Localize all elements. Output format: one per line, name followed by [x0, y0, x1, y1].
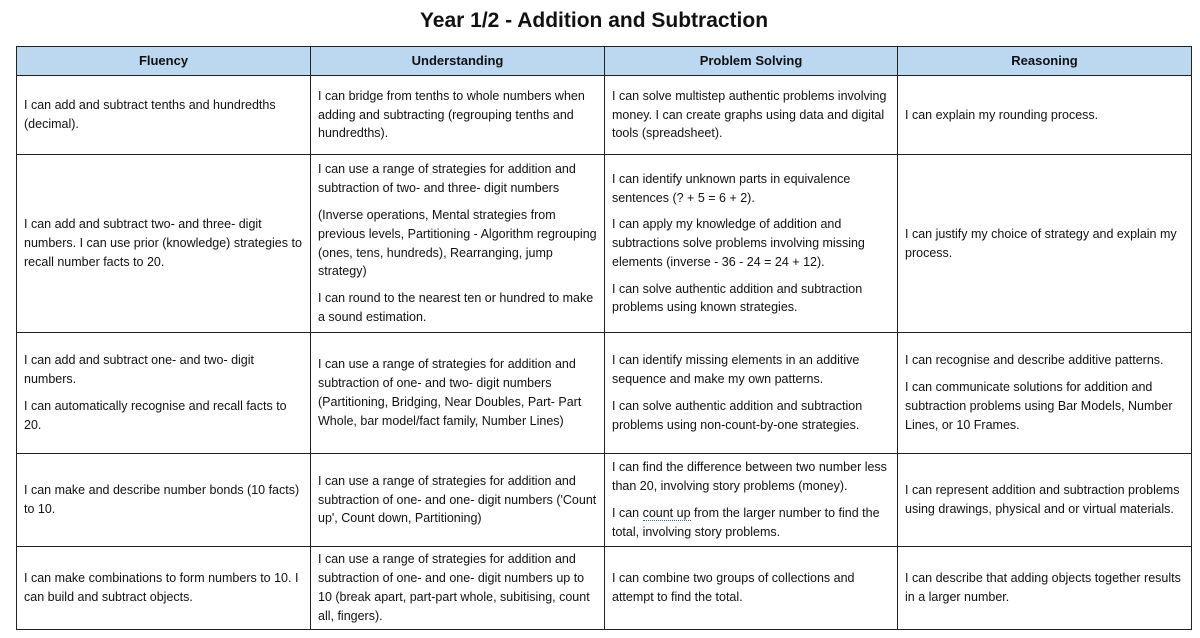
cell-text: I can identify unknown parts in equivalence sentences (? + 5 = 6 + 2). — [612, 171, 851, 205]
cell-text: I can communicate solutions for addition and subtraction problems using Bar Models, Number Lines, or 10 Frames. — [905, 380, 1173, 432]
header-row — [17, 47, 1192, 76]
reasoning-cell — [898, 76, 1192, 155]
cell-text: I can recognise and describe additive patterns. — [905, 353, 1164, 368]
cell-text: I can apply my knowledge of addition and subtractions solve problems involving missing elements (inverse - 36 - 24 = 24 + 12). — [612, 217, 865, 269]
reasoning-cell — [898, 155, 1192, 333]
understanding-cell — [311, 155, 605, 333]
cell-text: I can add and subtract one- and two- digit numbers. — [24, 353, 255, 387]
reasoning-cell — [898, 454, 1192, 547]
cell-text: I can bridge from tenths to whole numbers when adding and subtracting (regrouping tenths and hundredths). — [318, 88, 585, 141]
cell-text: I can justify my choice of strategy and explain my process. — [905, 226, 1177, 260]
header-fluency: Fluency — [17, 47, 311, 76]
page-title: Year 1/2 - Addition and Subtraction — [419, 9, 769, 32]
cell-text: I can round to the nearest ten or hundred to make a sound estimation. — [318, 291, 594, 324]
fluency-cell — [17, 333, 311, 454]
reasoning-cell — [898, 547, 1192, 630]
fluency-cell — [17, 547, 311, 630]
cell-text: I can use a range of strategies for addition and subtraction of two- and three- digit numbers — [318, 162, 576, 196]
understanding-cell — [311, 454, 605, 547]
reasoning-cell — [898, 333, 1192, 454]
understanding-cell — [311, 333, 605, 454]
cell-text: I can make combinations to form numbers to 10. I can build and subtract objects. — [24, 571, 299, 604]
cell-text: I can make and describe number bonds (10 facts) to 10. — [24, 483, 300, 516]
cell-text: I can explain my rounding process. — [905, 107, 1099, 122]
problem-solving-cell — [605, 454, 898, 547]
cell-text: I can use a range of strategies for addition and subtraction of one- and two- digit numbers (Partitioning, Bridging, Near Doubles, Part- Part Whole, bar model/fact family, Number Lines) — [318, 357, 582, 428]
cell-text: I can solve authentic addition and subtraction problems using known strategies. — [612, 281, 863, 315]
problem-solving-cell — [605, 76, 898, 155]
fluency-cell — [17, 76, 311, 155]
problem-solving-cell — [605, 547, 898, 630]
cell-text: I can use a range of strategies for addition and subtraction of one- and one- digit numbers ('Count up', Count down, Partitioning) — [318, 473, 597, 526]
cell-text-with-underline — [612, 504, 890, 542]
cell-text: I can solve authentic addition and subtraction problems using non-count-by-one strategies. — [612, 399, 863, 432]
cell-text: I can solve multistep authentic problems involving money. I can create graphs using data and digital tools (spreadsheet). — [612, 88, 887, 141]
problem-solving-cell — [605, 155, 898, 333]
curriculum-table — [16, 46, 1192, 630]
problem-solving-cell — [605, 333, 898, 454]
cell-text: I can add and subtract two- and three- digit numbers. I can use prior (knowledge) strategies to recall number facts to 20. — [24, 217, 302, 269]
fluency-cell — [17, 155, 311, 333]
underlined-phrase: count up — [642, 506, 691, 520]
cell-text: I can add and subtract tenths and hundredths (decimal). — [24, 98, 276, 131]
table-row — [17, 454, 1192, 547]
cell-text: I can find the difference between two number less than 20, involving story problems (money). — [612, 460, 887, 494]
header-reasoning: Reasoning — [898, 47, 1192, 76]
fluency-cell — [17, 454, 311, 547]
table-row — [17, 155, 1192, 333]
understanding-cell — [311, 547, 605, 630]
cell-text: I can identify missing elements in an additive sequence and make my own patterns. — [612, 353, 860, 387]
cell-text-part: I can — [612, 506, 643, 520]
table-row — [17, 76, 1192, 155]
cell-text: I can describe that adding objects together results in a larger number. — [905, 571, 1181, 604]
header-understanding: Understanding — [311, 47, 605, 76]
cell-text: (Inverse operations, Mental strategies from previous levels, Partitioning - Algorithm regrouping (ones, tens, hundreds), Rearranging, jump strategy) — [318, 207, 597, 279]
cell-text: I can combine two groups of collections and attempt to find the total. — [612, 571, 855, 604]
header-problem-solving: Problem Solving — [605, 47, 898, 76]
understanding-cell — [311, 76, 605, 155]
cell-text: I can represent addition and subtraction problems using drawings, physical and or virtual materials. — [905, 483, 1180, 516]
cell-text-part: from the larger number to find the total, involving story problems. — [612, 506, 880, 539]
table-row — [17, 547, 1192, 630]
cell-text: I can use a range of strategies for addition and subtraction of one- and one- digit numbers up to 10 (break apart, part-part whole, subitising, count all, fingers). — [318, 552, 590, 623]
table-row — [17, 333, 1192, 454]
cell-text: I can automatically recognise and recall facts to 20. — [24, 399, 287, 432]
